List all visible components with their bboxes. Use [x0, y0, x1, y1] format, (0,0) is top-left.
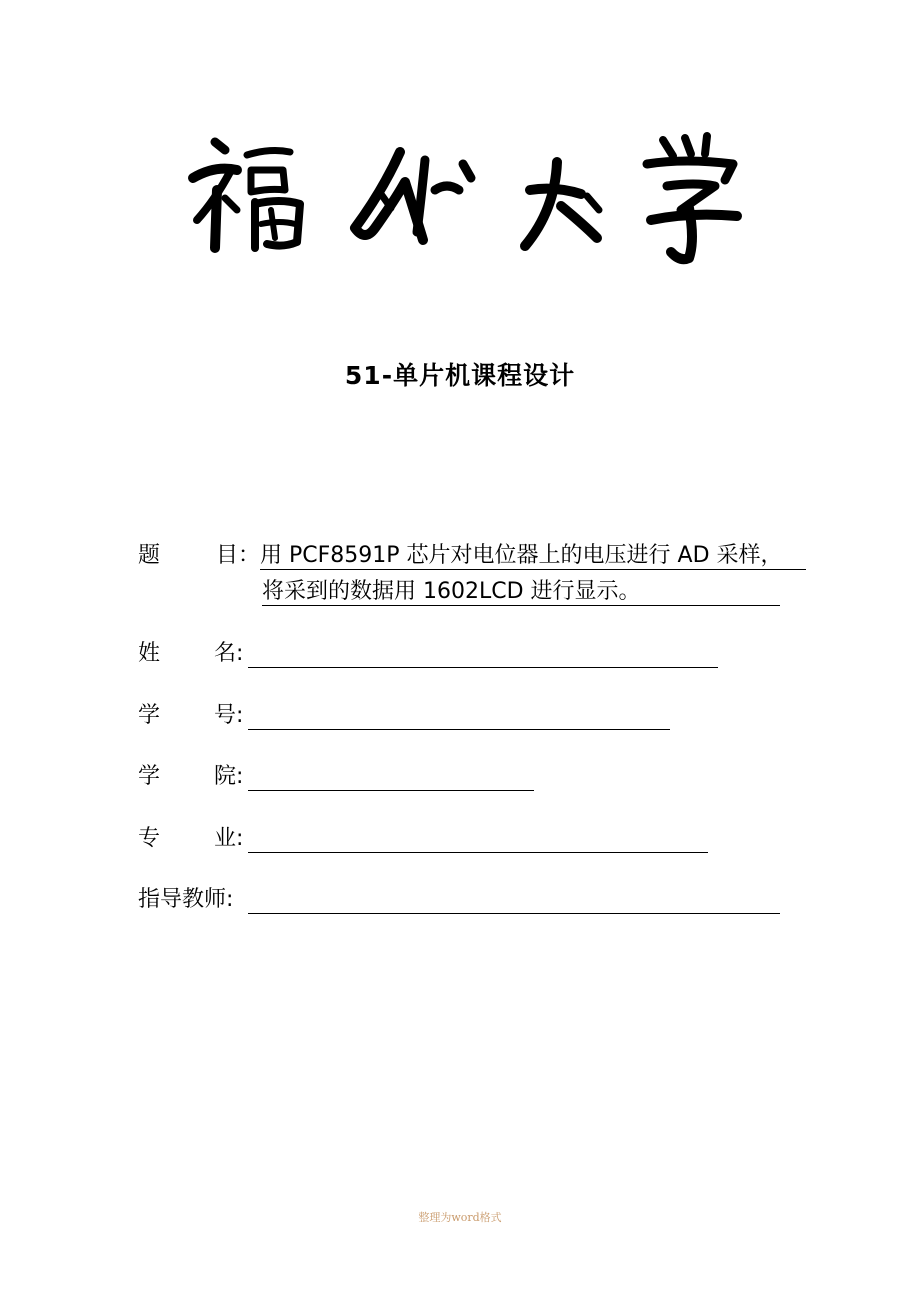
footer-note: 整理为word格式: [418, 1211, 502, 1224]
college-row: [138, 759, 534, 795]
topic-label-char-1: 题: [138, 543, 161, 568]
advisor-field[interactable]: [248, 882, 780, 914]
student-id-field[interactable]: [248, 698, 670, 730]
student-id-label-char-2: 号:: [214, 703, 244, 728]
major-field[interactable]: [248, 821, 708, 853]
advisor-label: 指导教师:: [138, 887, 234, 912]
student-id-label-char-1: 学: [138, 703, 161, 728]
college-field[interactable]: [248, 759, 534, 791]
topic-line-2[interactable]: 将采到的数据用 1602LCD 进行显示。: [262, 574, 780, 606]
major-label: [138, 821, 248, 857]
major-row: [138, 821, 708, 857]
topic-label-char-2: 目：: [216, 543, 261, 568]
name-label: [138, 636, 248, 672]
major-label-char-2: 业:: [214, 826, 244, 851]
college-label-char-1: 学: [138, 764, 161, 789]
topic-label: [138, 538, 260, 574]
college-label: [138, 759, 248, 795]
college-label-char-2: 院:: [214, 764, 244, 789]
name-label-char-1: 姓: [138, 641, 161, 666]
topic-row: [138, 538, 806, 574]
name-row: [138, 636, 718, 672]
advisor-row: [138, 882, 780, 918]
student-id-label: [138, 698, 248, 734]
topic-row-continued: [262, 574, 780, 610]
university-calligraphy-logo: [185, 120, 745, 265]
course-title: 51-单片机课程设计: [344, 361, 576, 390]
topic-line-1[interactable]: 用 PCF8591P 芯片对电位器上的电压进行 AD 采样，: [260, 538, 806, 570]
major-label-char-1: 专: [138, 826, 161, 851]
name-field[interactable]: [248, 636, 718, 668]
name-label-char-2: 名:: [214, 641, 244, 666]
student-id-row: [138, 698, 670, 734]
